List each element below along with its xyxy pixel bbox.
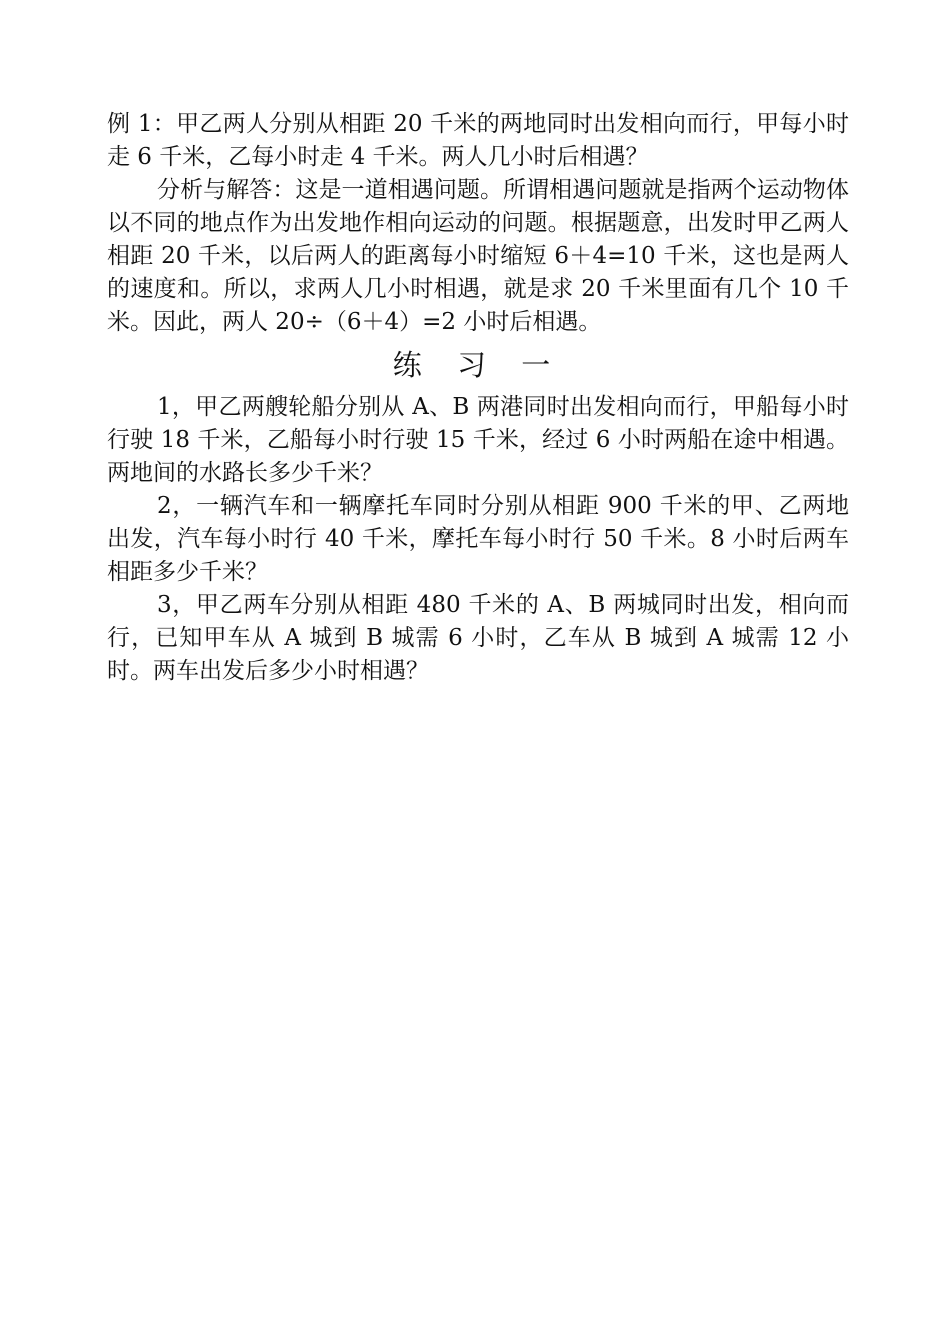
document-body <box>107 108 849 688</box>
exercise-problem-3: 3，甲乙两车分别从相距 480 千米的 A、B 两城同时出发，相向而行，已知甲车从 A 城到 B 城需 6 小时，乙车从 B 城到 A 城需 12 小时。两车出发后多少小时相遇？ <box>107 592 849 684</box>
exercise-title: 练 习 一 <box>392 348 564 382</box>
exercise-problem-1: 1，甲乙两艘轮船分别从 A、B 两港同时出发相向而行，甲船每小时行驶 18 千米，乙船每小时行驶 15 千米，经过 6 小时两船在途中相遇。两地间的水路长多少千米？ <box>107 394 849 486</box>
example-analysis: 分析与解答：这是一道相遇问题。所谓相遇问题就是指两个运动物体以不同的地点作为出发地作相向运动的问题。根据题意，出发时甲乙两人相距 20 千米，以后两人的距离每小时缩短 6＋4=10 千米，这也是两人的速度和。所以，求两人几小时相遇，就是求 20 千米里面有几个 10 千米。因此，两人 20÷（6＋4）=2 小时后相遇。 <box>107 177 849 335</box>
example-question: 例 1：甲乙两人分别从相距 20 千米的两地同时出发相向而行，甲每小时走 6 千米，乙每小时走 4 千米。两人几小时后相遇？ <box>107 111 849 170</box>
exercise-problem-2: 2，一辆汽车和一辆摩托车同时分别从相距 900 千米的甲、乙两地出发，汽车每小时行 40 千米，摩托车每小时行 50 千米。8 小时后两车相距多少千米？ <box>107 493 849 585</box>
